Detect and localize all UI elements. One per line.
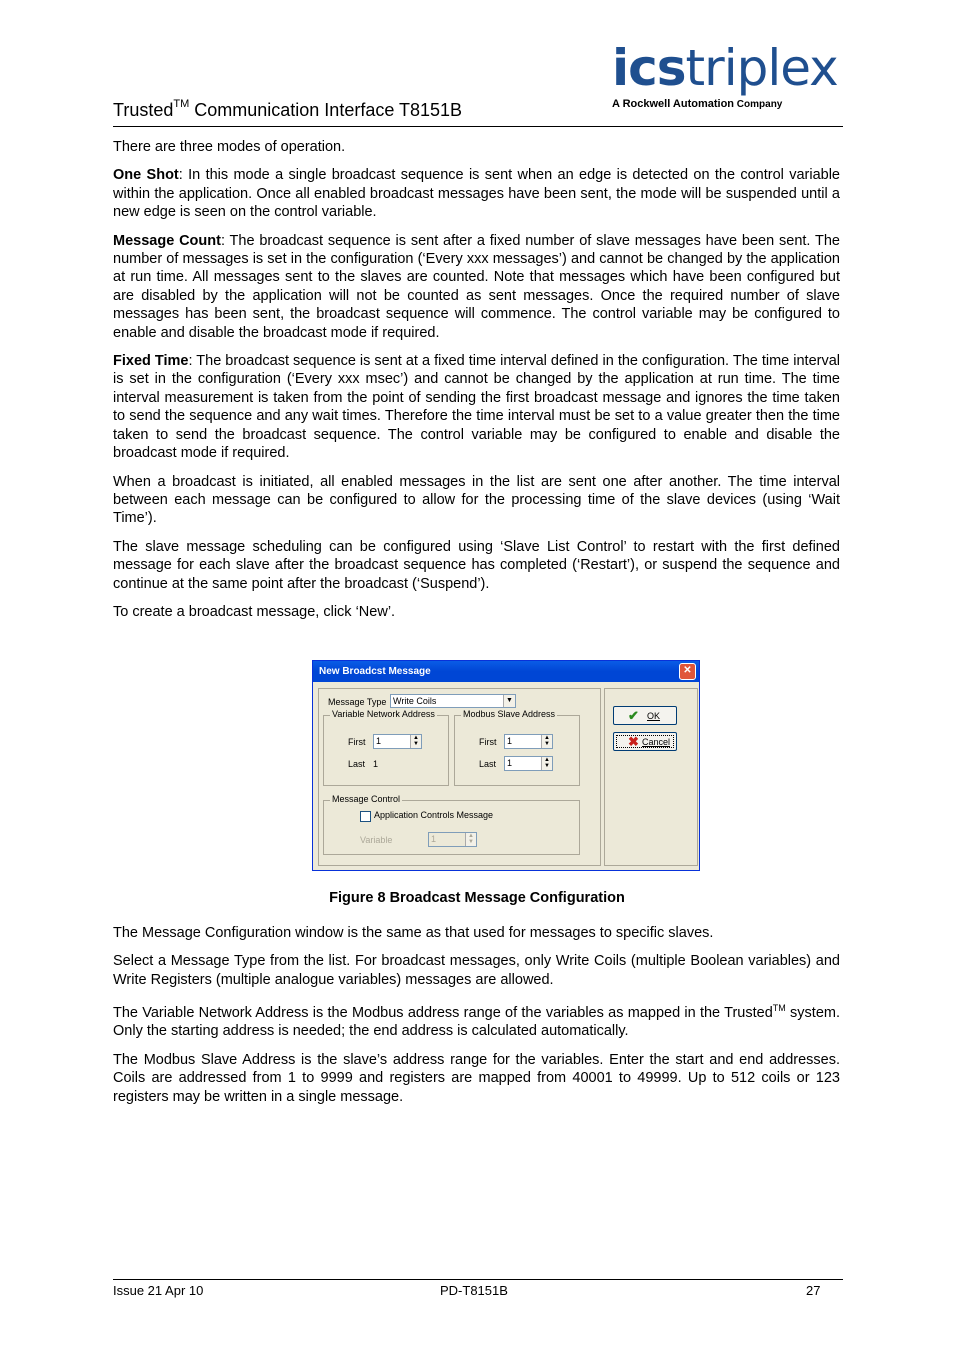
paragraph: The Modbus Slave Address is the slave’s address range for the variables. Enter the start and end addresses. Coils are addressed from 1 to 9999 and registers are mapped from 40001 to 49999. Up to 512 coils or 123 registers may be written in a single message.	[113, 1051, 840, 1105]
cancel-button[interactable]: ✖ Cancel	[613, 732, 677, 751]
spin-arrows-icon[interactable]: ▲ ▼	[541, 757, 552, 770]
spin-arrows-icon[interactable]: ▲ ▼	[410, 735, 421, 748]
dialog-title: New Broadcst Message	[319, 666, 431, 677]
body-text-lower	[113, 924, 840, 1116]
logo-ics: ics	[612, 39, 686, 97]
message-control-group	[323, 794, 580, 855]
checkmark-icon: ✔	[628, 708, 639, 723]
paragraph: The Message Configuration window is the same as that used for messages to specific slaves.	[113, 925, 714, 941]
message-control-label: Message Control	[332, 794, 401, 804]
message-type-select[interactable]: Write Coils ▼	[390, 694, 516, 708]
ok-button[interactable]: ✔ OK	[613, 706, 677, 725]
footer-page-number: 27	[806, 1283, 821, 1298]
paragraph: Fixed Time: The broadcast sequence is sent at a fixed time interval defined in the configuration. The time interval is set in the configuration (‘Every xxx msec’) and cannot be changed by the application at run time. The time interval measurement is taken from the point of sending the first broadcast message and ignores the time taken to send the sequence and any wait times. Therefore the time interval must be set to a value greater then the time taken to send the broadcast sequence. The control variable may be configured to enable and disable the broadcast mode if required.	[113, 353, 841, 462]
spin-arrows-icon[interactable]: ▲ ▼	[541, 735, 552, 748]
paragraph: The Variable Network Address is the Modbus address range of the variables as mapped in the Trusted™ system. Only the starting address is needed; the end address is calculated automatically.	[113, 1003, 840, 1040]
chevron-down-icon[interactable]: ▼	[503, 695, 515, 707]
paragraph: When a broadcast is initiated, all enabled messages in the list are sent one after another. The time interval between each message can be configured to allow for the processing time of the slave devices (using ‘Wait Time’).	[113, 473, 840, 527]
footer-rule	[113, 1279, 843, 1280]
close-icon[interactable]: ✕	[679, 663, 696, 680]
slave-last-stepper[interactable]: 1 ▲ ▼	[504, 756, 553, 771]
dialog-titlebar[interactable]	[313, 661, 699, 682]
slave-last-label: Last	[479, 759, 497, 769]
slave-first-label: First	[479, 737, 497, 747]
logo-triplex: triplex	[685, 39, 838, 97]
footer-issue: Issue 21 Apr 10	[113, 1283, 204, 1298]
paragraph: One Shot: In this mode a single broadcast sequence is sent when an edge is detected on the control variable within the application. Once all enabled broadcast messages have been sent, the mode will be suspended until a new edge is seen on the control variable.	[113, 167, 840, 221]
var-last-value: 1	[373, 759, 379, 769]
paragraph: The slave message scheduling can be configured using ‘Slave List Control’ to restart with the first defined message for each slave after the broadcast sequence has completed (‘Restart’), or suspend the sequence and continue at the same point after the broadcast (‘Suspend’).	[113, 538, 840, 592]
var-last-label: Last	[348, 759, 366, 769]
paragraph: To create a broadcast message, click ‘New’.	[113, 603, 396, 620]
slave-first-stepper[interactable]: 1 ▲ ▼	[504, 734, 553, 749]
paragraph: Select a Message Type from the list. For broadcast messages, only Write Coils (multiple Boolean variables) and Write Registers (multiple analogue variables) messages are allowed.	[113, 953, 840, 988]
message-type-label: Message Type	[328, 697, 387, 707]
footer-doc-id: PD-T8151B	[440, 1283, 508, 1298]
variable-network-address-group	[323, 709, 449, 786]
company-logo	[612, 40, 844, 118]
application-controls-checkbox[interactable]	[360, 811, 371, 822]
body-text-upper	[113, 138, 840, 631]
paragraph: Message Count: The broadcast sequence is sent after a fixed number of slave messages have been sent. The number of messages is set in the configuration (‘Every xxx messages’) and cannot be changed by the application at run time. All messages sent to the slaves are counted. Note that messages which have been configured but are disabled by the application will not be counted as sent messages. Once the required number of slave messages has been sent, the broadcast sequence will commence. The control variable may be configured to enable and disable the broadcast mode if required.	[113, 232, 840, 341]
message-settings-panel	[318, 688, 601, 866]
variable-label: Variable	[360, 835, 393, 845]
application-controls-label: Application Controls Message	[374, 810, 494, 820]
header-rule	[113, 126, 843, 127]
variable-stepper[interactable]: 1 ▲ ▼	[428, 832, 477, 847]
modbus-slave-address-label: Modbus Slave Address	[463, 709, 556, 719]
var-first-label: First	[348, 737, 366, 747]
variable-network-address-label: Variable Network Address	[332, 709, 435, 719]
document-title: Trusted™ Communication Interface T8151B	[113, 98, 463, 120]
cross-icon: ✖	[628, 734, 639, 749]
logo-tagline: A Rockwell Automation Company	[612, 98, 783, 110]
figure-caption: Figure 8 Broadcast Message Configuration	[329, 890, 625, 906]
paragraph: There are three modes of operation.	[113, 139, 346, 155]
modbus-slave-address-group	[454, 709, 580, 786]
var-first-stepper[interactable]: 1 ▲ ▼	[373, 734, 422, 749]
spin-arrows-icon[interactable]: ▲ ▼	[465, 833, 476, 846]
new-broadcast-message-dialog	[312, 660, 700, 871]
